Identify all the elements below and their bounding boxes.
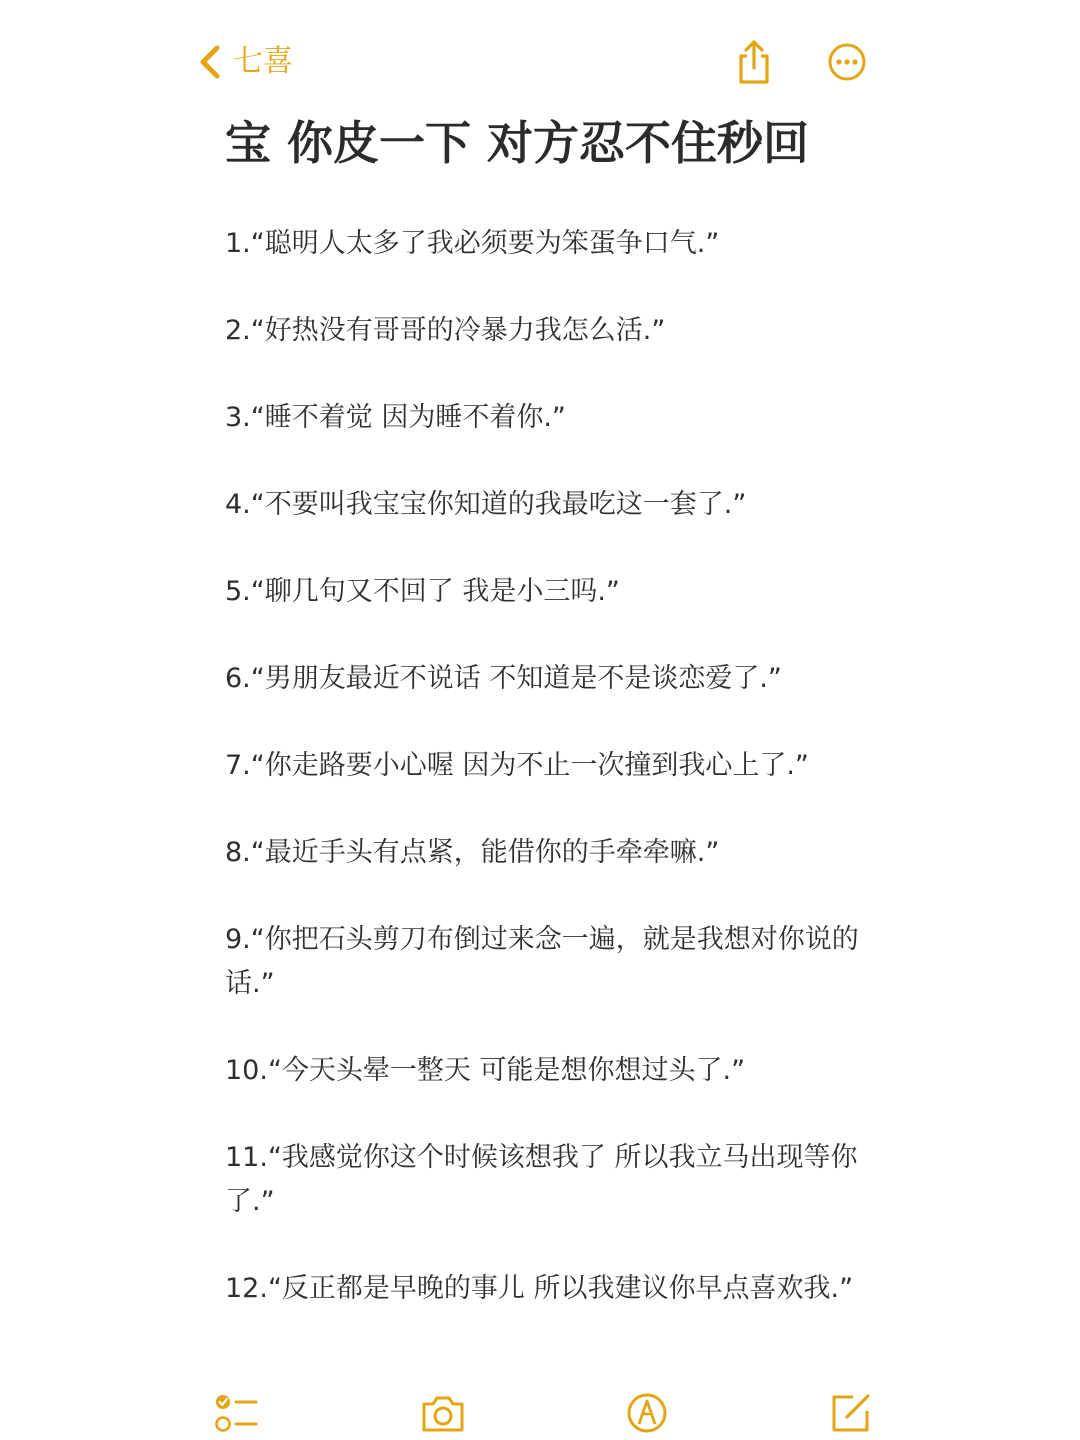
note-title: 宝 你皮一下 对方忍不住秒回 xyxy=(225,116,810,170)
note-body[interactable] xyxy=(225,222,865,1354)
camera-icon[interactable] xyxy=(418,1388,468,1438)
list-item: 8.“最近手头有点紧，能借你的手牵牵嘛.” xyxy=(225,837,720,868)
list-item: 11.“我感觉你这个时候该想我了 所以我立马出现等你了.” xyxy=(225,1142,858,1217)
bottom-toolbar xyxy=(0,1382,1080,1440)
list-item: 1.“聪明人太多了我必须要为笨蛋争口气.” xyxy=(225,228,720,259)
back-button[interactable] xyxy=(195,40,293,84)
list-item: 2.“好热没有哥哥的冷暴力我怎么活.” xyxy=(225,315,666,346)
list-item: 4.“不要叫我宝宝你知道的我最吃这一套了.” xyxy=(225,489,747,520)
list-item: 10.“今天头晕一整天 可能是想你想过头了.” xyxy=(225,1055,746,1086)
back-label: 七喜 xyxy=(233,44,293,79)
list-item: 12.“反正都是早晚的事儿 所以我建议你早点喜欢我.” xyxy=(225,1273,854,1304)
share-icon[interactable] xyxy=(730,38,778,86)
checklist-icon[interactable] xyxy=(212,1388,262,1438)
list-item: 9.“你把石头剪刀布倒过来念一遍，就是我想对你说的话.” xyxy=(225,924,859,999)
chevron-left-icon xyxy=(195,42,225,82)
compose-icon[interactable] xyxy=(826,1388,876,1438)
list-item: 3.“睡不着觉 因为睡不着你.” xyxy=(225,402,566,433)
navigation-bar xyxy=(0,0,1080,120)
list-item: 6.“男朋友最近不说话 不知道是不是谈恋爱了.” xyxy=(225,663,782,694)
more-icon[interactable] xyxy=(823,38,871,86)
markup-icon[interactable] xyxy=(622,1388,672,1438)
list-item: 7.“你走路要小心喔 因为不止一次撞到我心上了.” xyxy=(225,750,809,781)
list-item: 5.“聊几句又不回了 我是小三吗.” xyxy=(225,576,620,607)
